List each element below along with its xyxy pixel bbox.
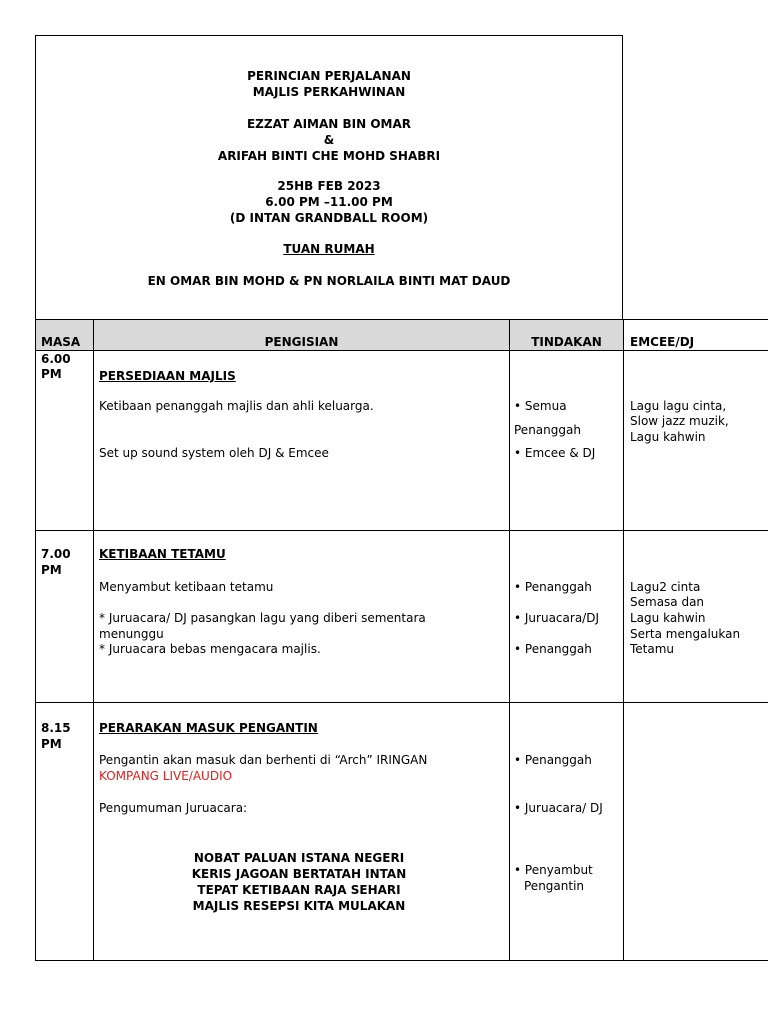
- grid-line: [93, 319, 94, 961]
- row3-item-1: Pengantin akan masuk dan berhenti di “Arch” IRINGAN: [99, 753, 428, 767]
- groom-name: EZZAT AIMAN BIN OMAR: [246, 117, 412, 131]
- row3-action-1: • Penanggah: [514, 753, 592, 767]
- row1-title: PERSEDIAAN MAJLIS: [99, 369, 236, 383]
- row3-item-2: Pengumuman Juruacara:: [99, 801, 248, 815]
- row3-item-1-red: KOMPANG LIVE/AUDIO: [99, 769, 233, 783]
- col-header-tindakan: TINDAKAN: [531, 335, 602, 349]
- row2-emcee-3: Lagu kahwin: [630, 611, 706, 625]
- grid-line: [35, 530, 768, 531]
- row2-time-b: PM: [41, 563, 62, 577]
- grid-line: [623, 319, 624, 961]
- row1-item-1: Ketibaan penanggah majlis dan ahli keluarga.: [99, 399, 374, 413]
- bride-name: ARIFAH BINTI CHE MOHD SHABRI: [217, 149, 441, 163]
- row1-item-2: Set up sound system oleh DJ & Emcee: [99, 446, 329, 460]
- row3-title: PERARAKAN MASUK PENGANTIN: [99, 721, 318, 735]
- row3-time-b: PM: [41, 737, 62, 751]
- ampersand: &: [323, 133, 335, 147]
- row3-poem-4: MAJLIS RESEPSI KITA MULAKAN: [192, 899, 406, 913]
- event-date: 25HB FEB 2023: [277, 179, 381, 193]
- event-time: 6.00 PM –11.00 PM: [265, 195, 393, 209]
- row1-emcee-3: Lagu kahwin: [630, 430, 706, 444]
- row3-poem-3: TEPAT KETIBAAN RAJA SEHARI: [197, 883, 401, 897]
- col-header-emcee: EMCEE/DJ: [630, 335, 695, 349]
- row1-action-1b: Penanggah: [514, 423, 581, 437]
- row2-title: KETIBAAN TETAMU: [99, 547, 226, 561]
- row1-time-a: 6.00: [41, 352, 71, 366]
- row2-item-2a: * Juruacara/ DJ pasangkan lagu yang diberi sementara: [99, 611, 426, 625]
- row3-action-3a: • Penyambut: [514, 863, 593, 877]
- row2-item-2b: menunggu: [99, 627, 164, 641]
- row1-action-1a: • Semua: [514, 399, 567, 413]
- doc-title-line2: MAJLIS PERKAHWINAN: [252, 85, 406, 99]
- row3-poem-2: KERIS JAGOAN BERTATAH INTAN: [191, 867, 407, 881]
- grid-line: [35, 350, 768, 351]
- doc-title-line1: PERINCIAN PERJALANAN: [247, 69, 411, 83]
- col-header-pengisian: PENGISIAN: [264, 335, 339, 349]
- row2-action-2: • Juruacara/DJ: [514, 611, 599, 625]
- row2-time-a: 7.00: [41, 547, 71, 561]
- event-venue: (D INTAN GRANDBALL ROOM): [229, 211, 429, 225]
- host-title: TUAN RUMAH: [283, 242, 375, 256]
- grid-line: [35, 319, 768, 320]
- grid-line: [509, 319, 510, 961]
- grid-line: [35, 702, 768, 703]
- row3-poem-1: NOBAT PALUAN ISTANA NEGERI: [193, 851, 405, 865]
- row1-emcee-2: Slow jazz muzik,: [630, 414, 729, 428]
- row2-item-1: Menyambut ketibaan tetamu: [99, 580, 274, 594]
- grid-line: [35, 960, 768, 961]
- header-box: [35, 35, 623, 319]
- row1-time-b: PM: [41, 367, 62, 381]
- grid-line: [35, 319, 36, 961]
- row2-emcee-4: Serta mengalukan: [630, 627, 741, 641]
- row3-action-2: • Juruacara/ DJ: [514, 801, 603, 815]
- row2-action-3: • Penanggah: [514, 642, 592, 656]
- row1-emcee-1: Lagu lagu cinta,: [630, 399, 727, 413]
- row2-emcee-5: Tetamu: [630, 642, 675, 656]
- row3-action-3b: Pengantin: [524, 879, 585, 893]
- row2-emcee-2: Semasa dan: [630, 595, 705, 609]
- row2-action-1: • Penanggah: [514, 580, 592, 594]
- row2-emcee-1: Lagu2 cinta: [630, 580, 701, 594]
- host-names: EN OMAR BIN MOHD & PN NORLAILA BINTI MAT DAUD: [147, 274, 511, 288]
- row3-time-a: 8.15: [41, 721, 71, 735]
- row2-item-3: * Juruacara bebas mengacara majlis.: [99, 642, 321, 656]
- col-header-masa: MASA: [41, 335, 81, 349]
- row1-action-2: • Emcee & DJ: [514, 446, 596, 460]
